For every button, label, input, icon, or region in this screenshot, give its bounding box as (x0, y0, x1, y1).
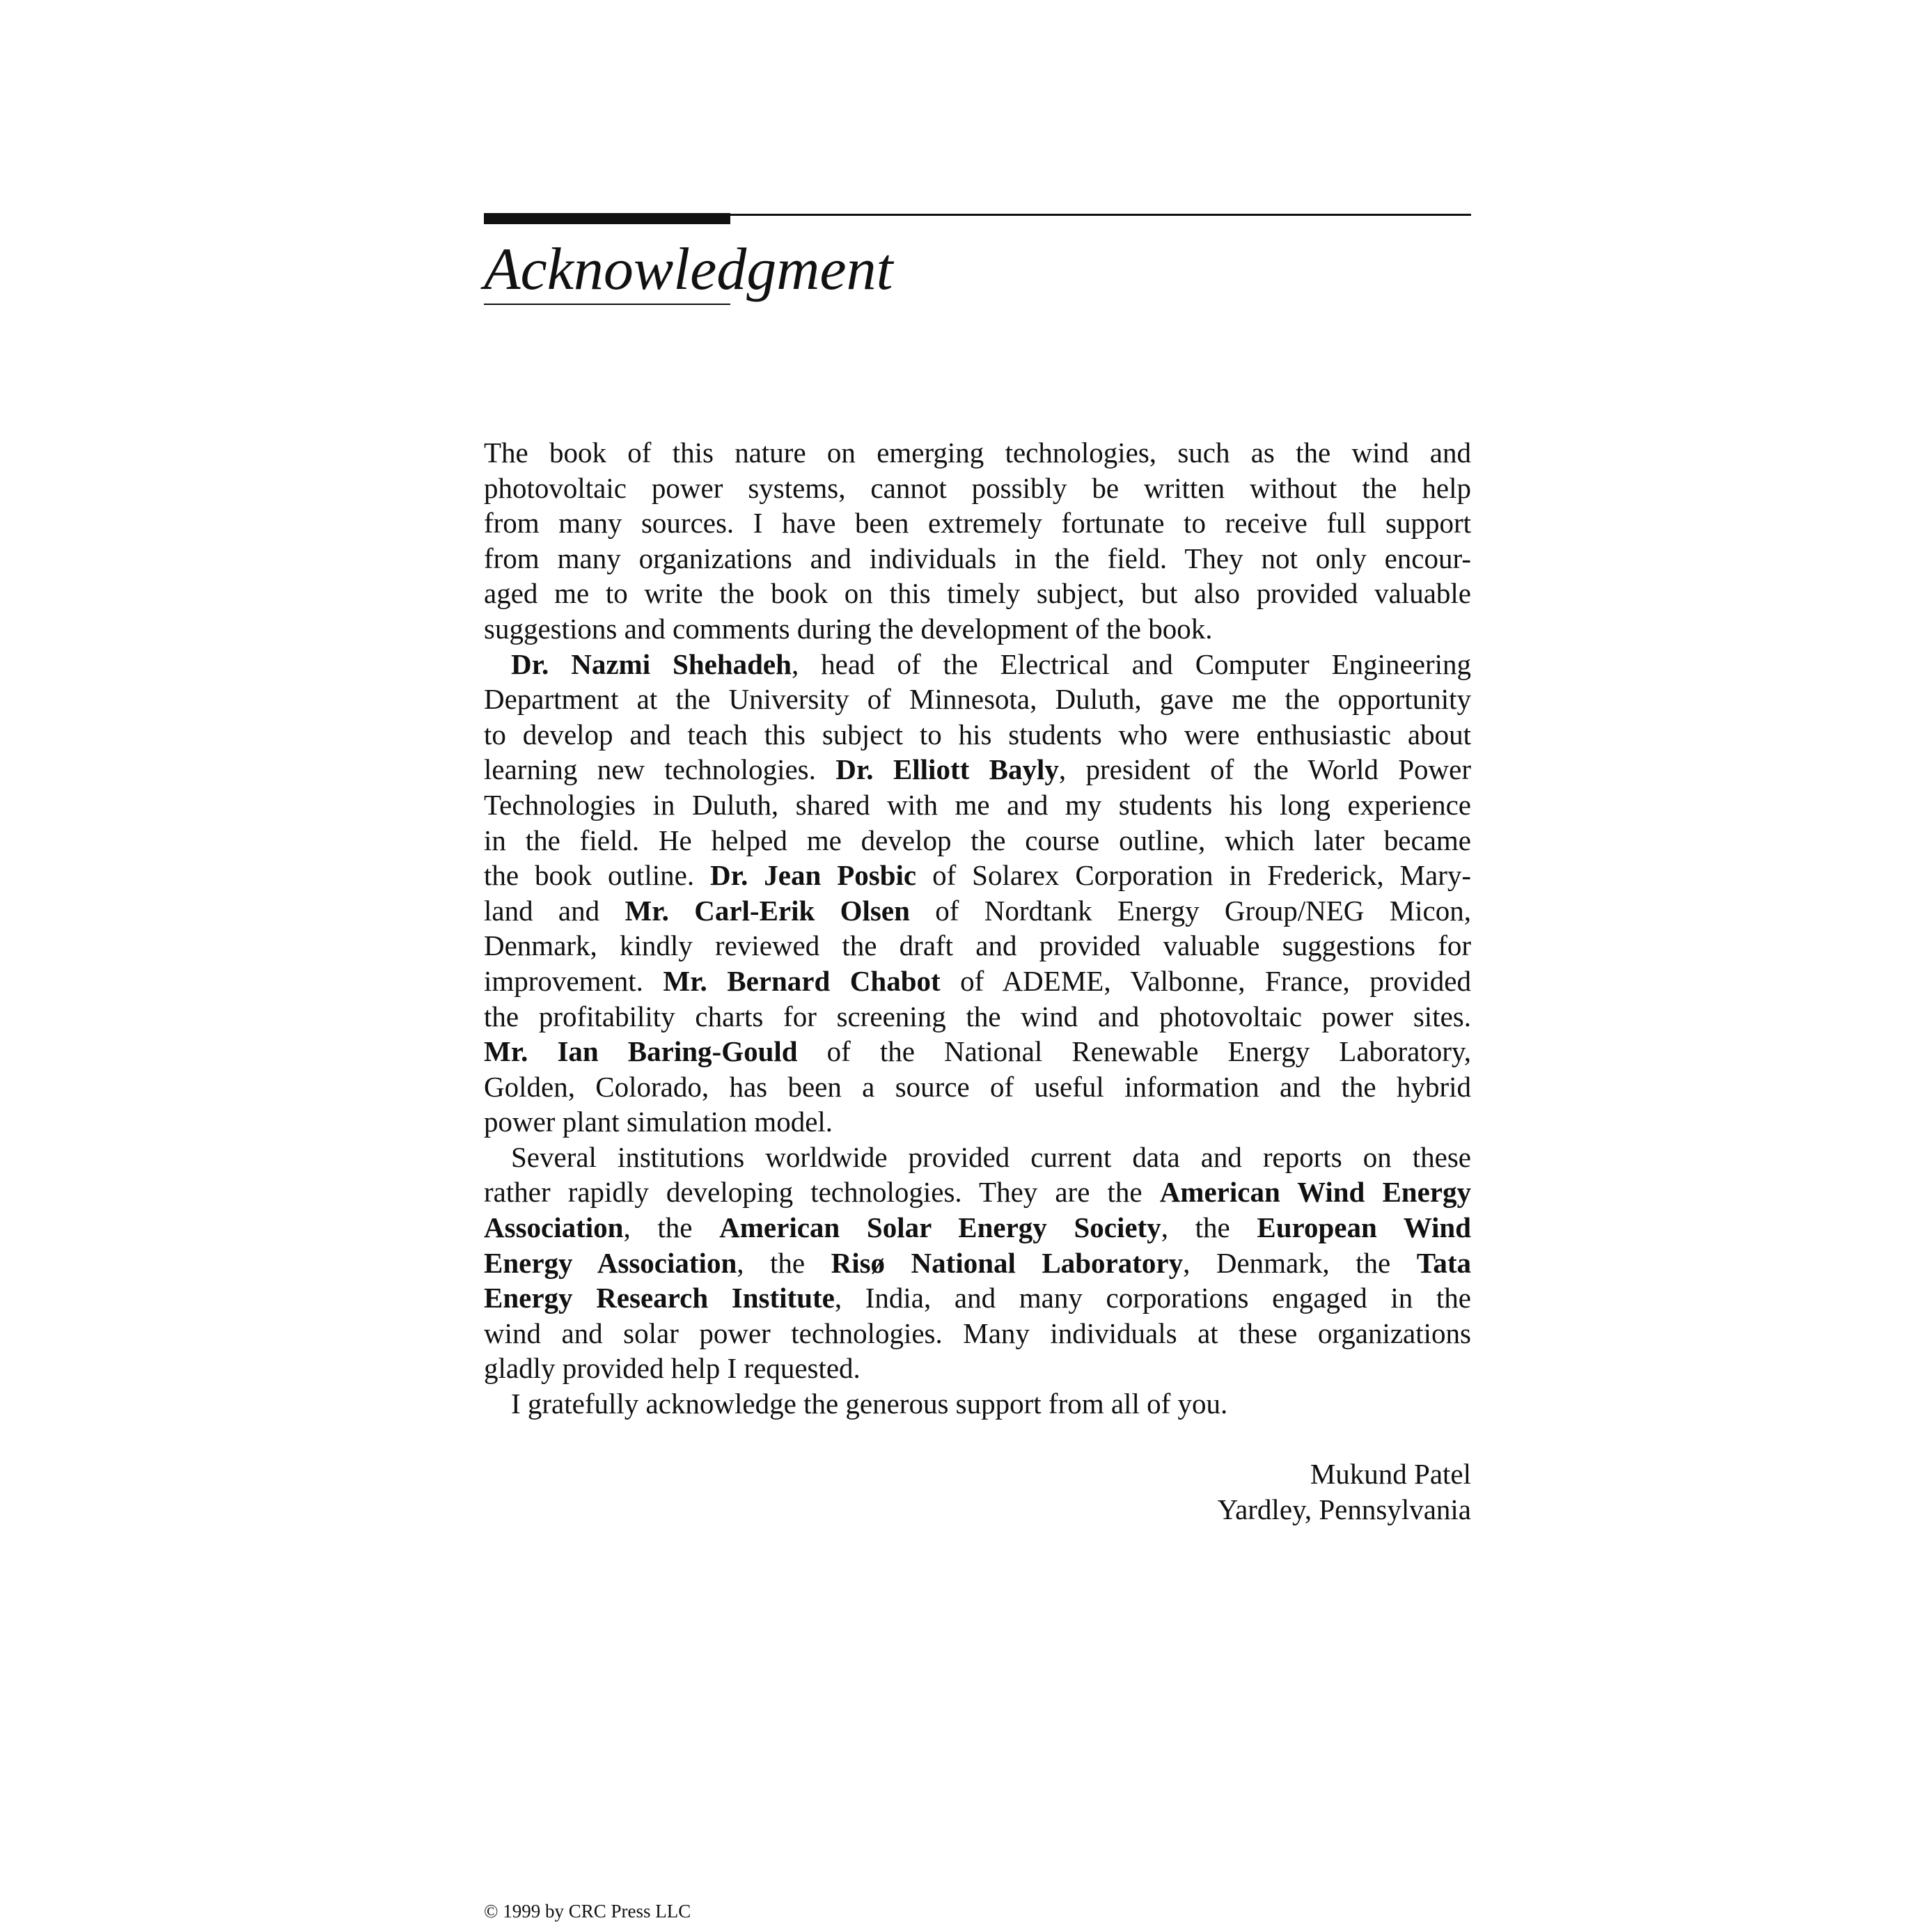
text-line (484, 1351, 1471, 1386)
text-line (484, 1246, 1471, 1281)
text-line (484, 787, 1471, 823)
text-line (484, 1069, 1471, 1105)
line-text: of Solarex Corporation in Frederick, Mary- (916, 859, 1471, 892)
text-line (484, 717, 1471, 753)
person-name: Dr. Jean Posbic (710, 859, 917, 892)
line-text: rather rapidly developing technologies. They are the (484, 1176, 1160, 1209)
text-line (484, 576, 1471, 611)
text-line (484, 752, 1471, 787)
signature-block (484, 1456, 1471, 1527)
organization-name: Energy Research Institute (484, 1282, 835, 1314)
organization-name: Risø National Laboratory (831, 1246, 1184, 1279)
line-text: , president of the World Power (1058, 753, 1471, 786)
paragraph-intro (484, 435, 1471, 647)
line-text: Department at the University of Minnesota, Duluth, gave me the opportunity (484, 683, 1471, 716)
organization-name: American Solar Energy Society (719, 1211, 1161, 1244)
text-line (484, 1034, 1471, 1069)
line-text: land and (484, 894, 625, 927)
copyright-notice: © 1999 by CRC Press LLC (484, 1901, 691, 1922)
text-line (484, 1386, 1471, 1422)
line-text: I gratefully acknowledge the generous support from all of you. (511, 1388, 1228, 1420)
organization-name: Association (484, 1211, 624, 1244)
text-line (484, 1210, 1471, 1246)
line-text: the book outline. (484, 859, 711, 892)
text-line (484, 505, 1471, 541)
person-name: Mr. Carl-Erik Olsen (625, 894, 910, 927)
person-name: Mr. Ian Baring-Gould (484, 1035, 798, 1068)
line-text: Denmark, kindly reviewed the draft and provided valuable suggestions for (484, 929, 1471, 962)
text-line (484, 471, 1471, 506)
text-line (484, 1316, 1471, 1351)
organization-name: Energy Association (484, 1246, 737, 1279)
line-text: the profitability charts for screening the wind and photovoltaic power sites. (484, 1000, 1471, 1032)
organization-name: European Wind (1257, 1211, 1471, 1244)
organization-name: Tata (1416, 1246, 1472, 1279)
organization-name: American Wind Energy (1159, 1176, 1472, 1209)
text-line (484, 999, 1471, 1035)
line-text: of ADEME, Valbonne, France, provided (940, 964, 1471, 997)
text-line (484, 1280, 1471, 1316)
text-line (484, 1104, 1471, 1140)
text-line (484, 1175, 1471, 1210)
line-text: Several institutions worldwide provided current data and reports on these (511, 1140, 1471, 1173)
text-line (484, 647, 1471, 682)
person-name: Dr. Elliott Bayly (835, 753, 1059, 786)
line-text: wind and solar power technologies. Many individuals at these organizations (484, 1317, 1471, 1349)
line-text: , India, and many corporations engaged in the (834, 1282, 1471, 1314)
line-text: , Denmark, the (1183, 1246, 1417, 1279)
person-name: Mr. Bernard Chabot (663, 964, 941, 997)
line-text: Technologies in Duluth, shared with me and my students his long experience (484, 788, 1471, 821)
heading-rule-thin (730, 214, 1471, 216)
line-text: The book of this nature on emerging technologies, such as the wind and (484, 437, 1471, 469)
line-text: in the field. He helped me develop the course outline, which later became (484, 824, 1471, 856)
body-text (484, 435, 1471, 1527)
line-text: of Nordtank Energy Group/NEG Micon, (909, 894, 1471, 927)
line-text: from many sources. I have been extremely fortunate to receive full support (484, 507, 1471, 540)
line-text: improvement. (484, 964, 663, 997)
author-location: Yardley, Pennsylvania (1217, 1493, 1471, 1525)
line-text: to develop and teach this subject to his students who were enthusiastic about (484, 718, 1471, 751)
text-line (484, 541, 1471, 576)
line-text: suggestions and comments during the development of the book. (484, 612, 1213, 645)
line-text: , the (1161, 1211, 1257, 1244)
line-text: from many organizations and individuals in the field. They not only encour- (484, 542, 1471, 574)
text-line (484, 435, 1471, 471)
page-title: Acknowledgment (484, 235, 893, 302)
line-text: , the (623, 1211, 720, 1244)
text-line (484, 928, 1471, 964)
text-line (484, 682, 1471, 717)
text-line (484, 823, 1471, 858)
text-line (484, 1140, 1471, 1175)
line-text: Golden, Colorado, has been a source of useful information and the hybrid (484, 1070, 1471, 1103)
text-line (484, 611, 1471, 647)
line-text: photovoltaic power systems, cannot possibly be written without the help (484, 471, 1471, 504)
line-text: , head of the Electrical and Computer Engineering (791, 647, 1471, 680)
person-name: Dr. Nazmi Shehadeh (511, 647, 792, 680)
paragraph-individuals (484, 647, 1471, 1140)
text-line (484, 893, 1471, 929)
paragraph-closing (484, 1386, 1471, 1422)
title-underline (484, 304, 730, 305)
line-text: gladly provided help I requested. (484, 1352, 861, 1385)
author-name: Mukund Patel (1310, 1458, 1471, 1491)
text-line (484, 858, 1471, 893)
paragraph-institutions (484, 1140, 1471, 1386)
line-text: aged me to write the book on this timely subject, but also provided valuable (484, 577, 1471, 610)
line-text: , the (737, 1246, 831, 1279)
line-text: of the National Renewable Energy Laboratory, (797, 1035, 1471, 1068)
line-text: learning new technologies. (484, 753, 836, 786)
text-line (484, 964, 1471, 999)
line-text: power plant simulation model. (484, 1106, 833, 1138)
heading-rule-thick (484, 213, 730, 224)
